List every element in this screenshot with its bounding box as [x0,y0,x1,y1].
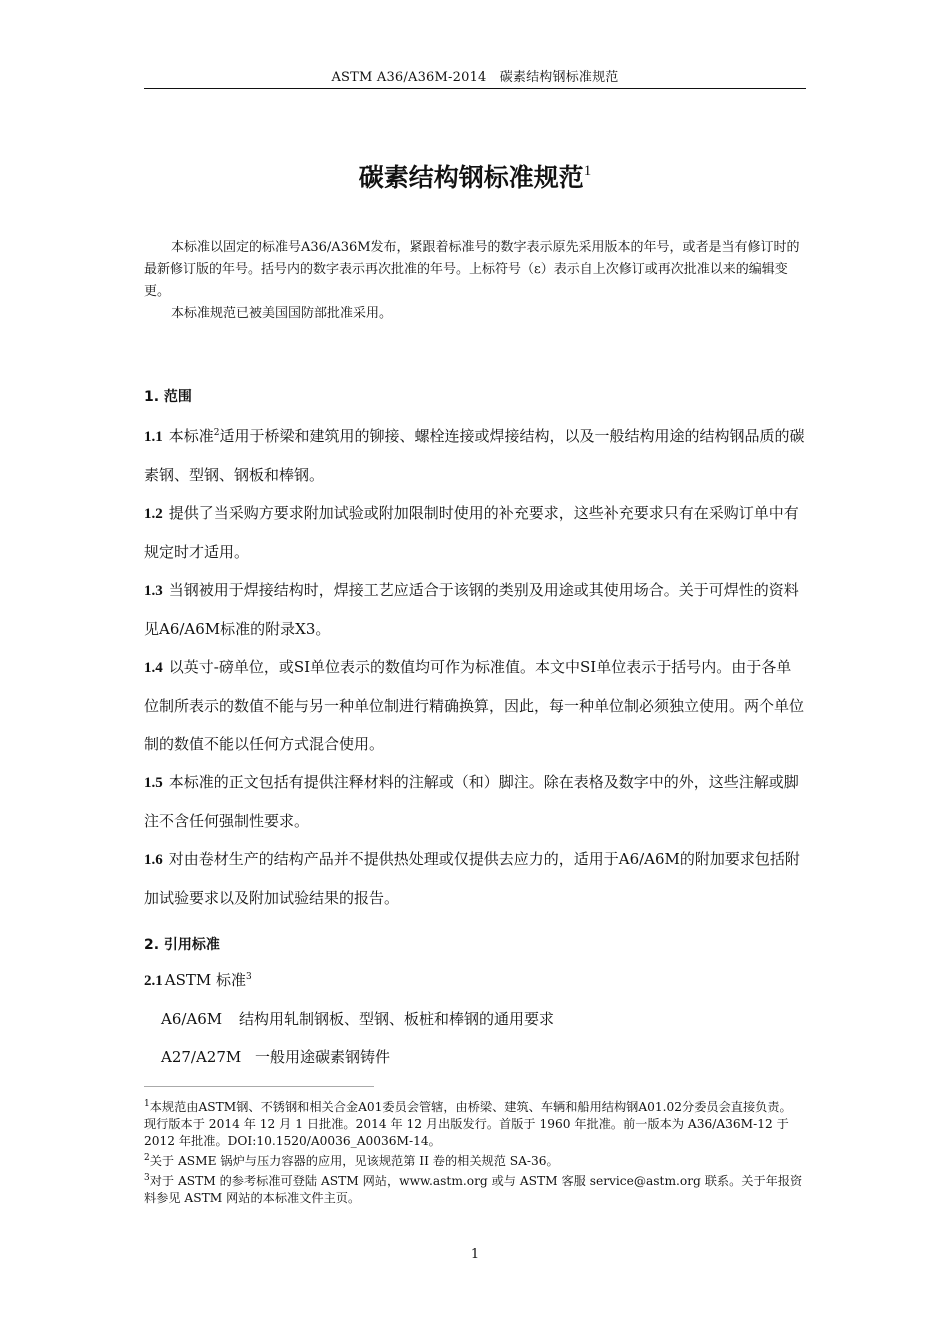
section-1-clauses [144,414,806,917]
running-header: ASTM A36/A36M-2014 碳素结构钢标准规范 [331,70,619,85]
footnote-3 [144,1170,808,1207]
intro-paragraph-2: 本标准规范已被美国国防部批准采用。 [171,306,393,321]
footnote-1 [144,1096,808,1116]
footnote-mark: 2 [144,1153,150,1164]
clause-1-6 [144,840,806,917]
footnote-mark: 3 [144,1173,150,1184]
document-title-text: 碳素结构钢标准规范 [358,163,584,192]
footnote-text: 对于 ASTM 的参考标准可登陆 ASTM 网站，www.astm.org 或与 ASTM 客服 service@astm.org 联系。关于年报资料参见 ASTM 网站的本标准文件主页。 [144,1174,803,1206]
clause-number: 1.4 [144,660,163,676]
clause-number: 1.1 [144,429,163,445]
reference-item [144,1000,806,1038]
footnote-2 [144,1150,808,1170]
clause-text: 适用于桥梁和建筑用的铆接、螺栓连接或焊接结构，以及一般结构用途的结构钢品质的碳素钢、型钢、钢板和棒钢。 [144,427,805,484]
reference-code: A27/A27M [161,1048,242,1066]
clause-text: 以英寸-磅单位，或SI单位表示的数值均可作为标准值。本文中SI单位表示于括号内。由于各单位制所表示的数值不能与另一种单位制进行精确换算，因此，每一种单位制必须独立使用。两个单位制的数值不能以任何方式混合使用。 [144,658,805,753]
intro-paragraph-1: 本标准以固定的标准号A36/A36M发布，紧跟着标准号的数字表示原先采用版本的年号，或者是当有修订时的最新修订版的年号。括号内的数字表示再次批准的年号。上标符号（ε）表示自上次修订或再次批准以来的编辑变更。 [144,240,800,299]
clause-number: 2.1 [144,973,163,989]
intro-paragraphs [144,237,806,325]
clause-text: 当钢被用于焊接结构时，焊接工艺应适合于该钢的类别及用途或其使用场合。关于可焊性的资料见A6/A6M标准的附录X3。 [144,581,799,638]
footnote-1-continued: 现行版本于 2014 年 12 月 1 日批准。2014 年 12 月出版发行。首版于 1960 年批准。前一版本为 A36/A36M-12 于 2012 年批准。DOI:10.1520/A0036_A0036M-14。 [144,1117,789,1149]
section-1-heading: 1. 范围 [144,389,192,405]
page-number: 1 [470,1247,480,1262]
reference-description: 结构用轧制钢板、型钢、板桩和棒钢的通用要求 [239,1010,555,1028]
clause-footnote-mark: 2 [213,428,220,438]
clause-text: 本标准的正文包括有提供注释材料的注解或（和）脚注。除在表格及数字中的外，这些注解或脚注不含任何强制性要求。 [144,773,799,830]
clause-1-2 [144,494,806,571]
clause-1-5 [144,763,806,840]
section-2-heading: 2. 引用标准 [144,937,220,953]
footnote-rule [144,1086,374,1087]
footnote-text: 关于 ASME 锅炉与压力容器的应用，见该规范第 II 卷的相关规范 SA-36。 [149,1154,559,1169]
clause-1-3 [144,571,806,648]
reference-item [144,1038,806,1076]
reference-description: 一般用途碳素钢铸件 [255,1048,391,1066]
clause-number: 1.3 [144,583,163,599]
clause-text-lead: 本标准 [168,427,214,445]
clause-text: 提供了当采购方要求附加试验或附加限制时使用的补充要求，这些补充要求只有在采购订单中有规定时才适用。 [144,504,799,561]
title-footnote-mark: 1 [583,162,592,179]
footnote-text: 本规范由ASTM钢、不锈钢和相关合金A01委员会管辖，由桥梁、建筑、车辆和船用结构钢A01.02分委员会直接负责。 [149,1100,792,1115]
clause-text: 对由卷材生产的结构产品并不提供热处理或仅提供去应力的，适用于A6/A6M的附加要求包括附加试验要求以及附加试验结果的报告。 [144,850,800,907]
clause-number: 1.2 [144,506,163,522]
clause-number: 1.5 [144,775,163,791]
footnote-mark: 1 [144,1099,150,1109]
section-2-references [144,958,806,1076]
clause-footnote-mark: 3 [246,972,252,982]
reference-code: A6/A6M [161,1010,223,1028]
clause-number: 1.6 [144,852,163,868]
clause-1-1 [144,414,806,494]
header-rule [144,88,806,89]
document-title [144,158,806,194]
footnotes [144,1096,808,1207]
clause-text: ASTM 标准 [164,971,246,989]
clause-2-1 [144,958,806,1000]
clause-1-4 [144,648,806,763]
